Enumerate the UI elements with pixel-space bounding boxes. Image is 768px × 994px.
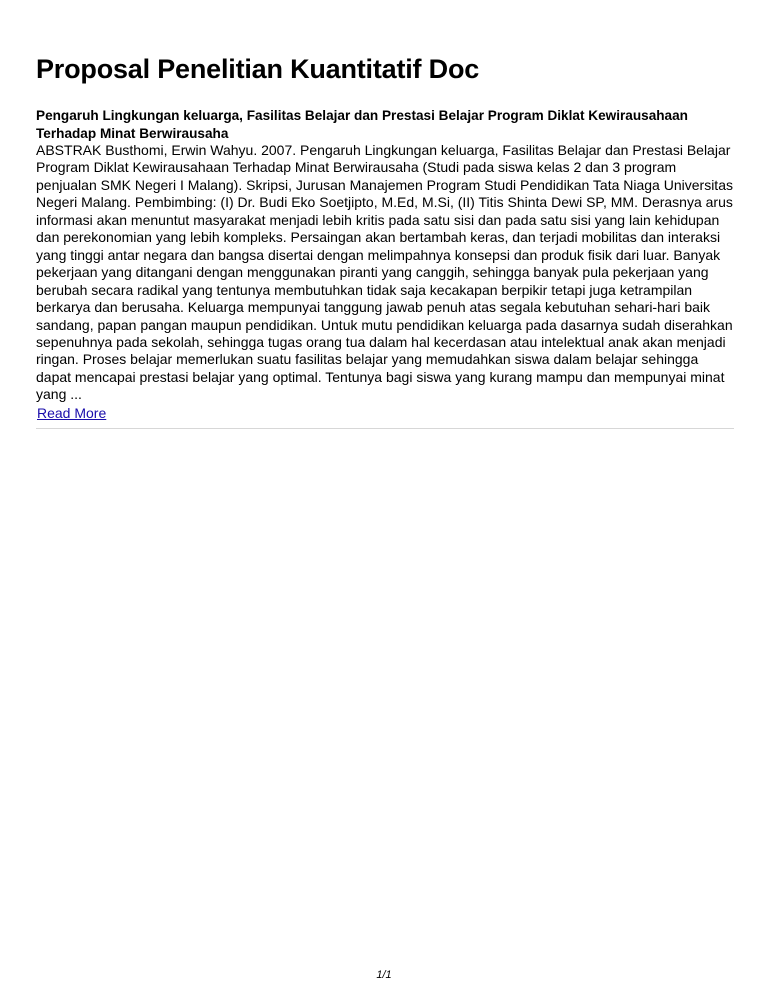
divider [36,428,734,429]
document-title: Proposal Penelitian Kuantitatif Doc [36,54,480,84]
read-more-link[interactable]: Read More [37,404,107,421]
page-number: 1/1 [376,969,392,981]
article-heading: Pengaruh Lingkungan keluarga, Fasilitas Belajar dan Prestasi Belajar Program Diklat Kewirausahaan Terhadap Minat Berwirausaha [36,108,688,141]
article-entry [36,107,734,429]
article-abstract: ABSTRAK Busthomi, Erwin Wahyu. 2007. Pengaruh Lingkungan keluarga, Fasilitas Belajar dan Prestasi Belajar Program Diklat Kewirausahaan Terhadap Minat Berwirausaha (Studi pada siswa kelas 2 dan 3 program penjualan SMK Negeri I Malang). Skripsi, Jurusan Manajemen Program Studi Pendidikan Tata Niaga Universitas Negeri Malang. Pembimbing: (I) Dr. Budi Eko Soetjipto, M.Ed, M.Si, (II) Titis Shinta Dewi SP, MM. Derasnya arus informasi akan menuntut masyarakat menjadi lebih kritis pada satu sisi dan pada satu sisi yang lain kehidupan dan perekonomian yang lebih kompleks. Persaingan akan bertambah keras, dan terjadi mobilitas dan interaksi yang tinggi antar negara dan bangsa disertai dengan melimpahnya konsepsi dan produk fisik dari luar. Banyak pekerjaan yang ditangani dengan menggunakan piranti yang canggih, sehingga banyak pula pekerjaan yang berubah secara radikal yang tentunya membutuhkan tidak saja kecakapan berpikir tetapi juga ketrampilan berkarya dan berusaha. Keluarga mempunyai tanggung jawab penuh atas segala kebutuhan sehari-hari baik sandang, papan pangan maupun pendidikan. Untuk mutu pendidikan keluarga pada dasarnya sudah diserahkan sepenuhnya pada sekolah, sehingga tugas orang tua dalam hal kecerdasan atau intelektual anak akan menjadi ringan. Proses belajar memerlukan suatu fasilitas belajar yang memudahkan siswa dalam belajar sehingga dapat mencapai prestasi belajar yang optimal. Tentunya bagi siswa yang kurang mampu dan mempunyai minat yang ... [36,142,733,403]
